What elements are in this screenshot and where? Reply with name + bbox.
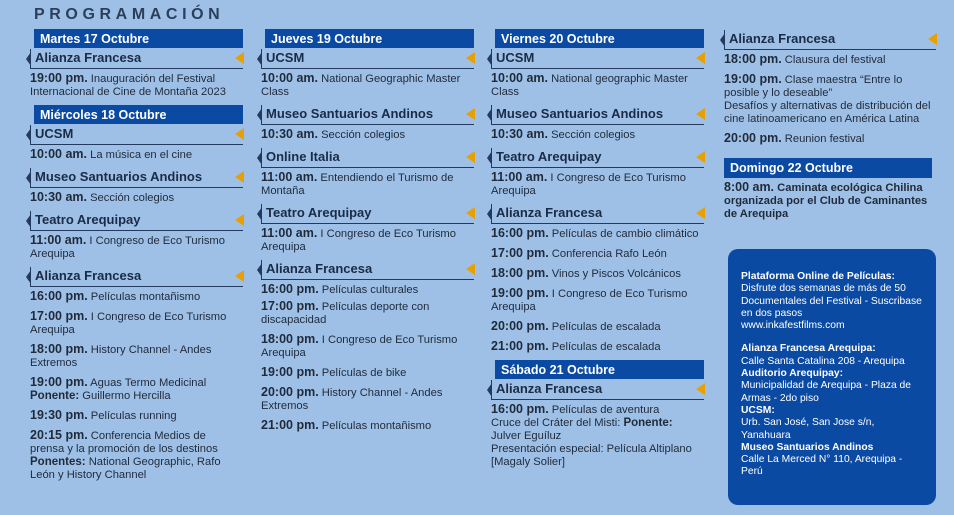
event-time: 16:00 pm.	[30, 289, 88, 303]
event-time: 19:00 pm.	[30, 375, 88, 389]
event-description: Desafíos y alternativas de distribución del cine latinoamericano en América Latina	[724, 100, 931, 125]
event-text: Aguas Termo Medicinal	[87, 377, 207, 389]
event-time: 11:00 am.	[261, 226, 318, 240]
venue-header: Teatro Arequipay	[491, 148, 704, 168]
info-heading-auditorio: Auditorio Arequipay:	[741, 368, 844, 380]
day-header-domingo: Domingo 22 Octubre	[724, 158, 932, 178]
column-closing	[724, 29, 936, 227]
event-time: 18:00 pm.	[491, 266, 549, 280]
event-text: Caminata ecológica Chilina organizada por el Club de Caminantes de Arequipa	[724, 182, 928, 220]
event-text: Reunion festival	[781, 133, 865, 145]
event-text: Conferencia Medios de prensa y la promoción de los destinos	[30, 430, 218, 455]
event-item	[491, 267, 704, 281]
info-address-museo: Calle La Merced N° 110, Arequipa - Perú	[741, 454, 903, 478]
info-address-alianza: Calle Santa Catalina 208 - Arequipa	[741, 355, 905, 367]
event-time: 20:00 pm.	[261, 385, 319, 399]
event-text: National Geographic Master Class	[261, 73, 461, 98]
event-item	[30, 343, 243, 370]
website-link[interactable]: www.inkafestfilms.com	[741, 320, 845, 332]
event-item	[491, 320, 704, 334]
venue-header: UCSM	[491, 49, 704, 69]
event-item	[30, 148, 243, 162]
event-time: 17:00 pm.	[30, 309, 88, 323]
event-time: 11:00 am.	[491, 170, 548, 184]
event-special: Presentación especial: Película Altiplano [Magaly Solier]	[491, 443, 692, 468]
event-text: I Congreso de Eco Turismo Arequipa	[30, 311, 227, 336]
info-heading-platform: Plataforma Online de Películas:	[741, 271, 895, 282]
venue-header: UCSM	[30, 125, 243, 145]
event-text: Conferencia Rafo León	[548, 248, 667, 260]
event-time: 19:30 pm.	[30, 408, 88, 422]
venue-header: Alianza Francesa	[491, 204, 704, 224]
event-time: 16:00 pm.	[491, 402, 549, 416]
event-time: 10:30 am.	[30, 190, 87, 204]
event-item	[491, 171, 704, 198]
event-item	[261, 283, 474, 297]
event-item	[30, 290, 243, 304]
event-item	[724, 73, 936, 126]
event-text: History Channel - Andes Extremos	[30, 344, 212, 369]
day-header-martes: Martes 17 Octubre	[34, 29, 243, 48]
event-text: I Congreso de Eco Turismo Arequipa	[261, 228, 456, 253]
event-time: 11:00 am.	[261, 170, 318, 184]
event-item	[491, 227, 704, 241]
venue-header: Alianza Francesa	[30, 49, 243, 69]
column-thursday	[261, 29, 474, 439]
event-item	[724, 53, 936, 67]
event-time: 18:00 pm.	[30, 342, 88, 356]
event-time: 19:00 pm.	[724, 72, 782, 86]
info-address-ucsm: Urb. San José, San Jose s/n, Yanahuara	[741, 417, 875, 441]
event-time: 18:00 pm.	[724, 52, 782, 66]
day-header-sabado: Sábado 21 Octubre	[495, 360, 704, 379]
event-text: Sección colegios	[547, 129, 636, 141]
event-item	[261, 333, 474, 360]
info-panel	[728, 249, 936, 505]
event-time: 10:30 am.	[261, 127, 318, 141]
event-time: 10:00 am.	[261, 71, 318, 85]
event-item	[30, 72, 243, 99]
event-item	[261, 366, 474, 380]
event-item	[261, 171, 474, 198]
event-time: 11:00 am.	[30, 233, 87, 247]
event-item	[30, 191, 243, 205]
event-item	[491, 340, 704, 354]
event-item	[724, 132, 936, 146]
event-text: Películas culturales	[318, 284, 419, 296]
info-heading-museo: Museo Santuarios Andinos	[741, 441, 874, 453]
event-text: Inauguración del Festival Internacional de Cine de Montaña 2023	[30, 73, 226, 98]
event-text: I Congreso de Eco Turismo Arequipa	[491, 288, 688, 313]
column-friday-saturday	[491, 29, 704, 475]
event-item	[261, 128, 474, 142]
event-text: Películas de escalada	[548, 341, 661, 353]
event-item	[491, 403, 704, 469]
event-text: Películas de bike	[318, 367, 407, 379]
event-time: 21:00 pm.	[261, 418, 319, 432]
event-item	[30, 376, 243, 403]
event-time: 20:00 pm.	[491, 319, 549, 333]
event-text: Películas montañismo	[87, 291, 201, 303]
column-tuesday-wednesday	[30, 29, 243, 484]
event-time: 16:00 pm.	[261, 282, 319, 296]
venue-header: Museo Santuarios Andinos	[491, 105, 704, 125]
event-text: National geographic Master Class	[491, 73, 688, 98]
ponente-name: Guillermo Hercilla	[79, 390, 171, 402]
event-time: 17:00 pm.	[261, 299, 319, 313]
event-subtitle: Cruce del Cráter del Misti:	[491, 417, 624, 429]
ponente-label: Ponente:	[623, 417, 673, 429]
venue-header: Alianza Francesa	[261, 260, 474, 280]
event-text: Sección colegios	[86, 192, 175, 204]
event-time: 10:00 am.	[30, 147, 87, 161]
event-text: Películas de cambio climático	[548, 228, 699, 240]
info-heading-alianza: Alianza Francesa Arequipa:	[741, 343, 876, 355]
event-text: I Congreso de Eco Turismo Arequipa	[491, 172, 686, 197]
event-item	[30, 234, 243, 261]
venue-header: Museo Santuarios Andinos	[30, 168, 243, 188]
event-item	[491, 72, 704, 99]
event-text: Entendiendo el Turismo de Montaña	[261, 172, 454, 197]
event-text: La música en el cine	[86, 149, 193, 161]
venue-header: Museo Santuarios Andinos	[261, 105, 474, 125]
event-item	[491, 247, 704, 261]
venue-header: Alianza Francesa	[724, 30, 936, 50]
event-text: Sección colegios	[317, 129, 406, 141]
day-header-viernes: Viernes 20 Octubre	[495, 29, 704, 48]
event-item	[724, 181, 936, 221]
page-title: PROGRAMACIÓN	[34, 6, 225, 23]
event-item	[261, 227, 474, 254]
info-address-auditorio: Municipalidad de Arequipa - Plaza de Armas - 2do piso	[741, 380, 912, 404]
event-time: 19:00 pm.	[30, 71, 88, 85]
event-text: Películas de escalada	[548, 321, 661, 333]
event-text: Películas de aventura	[548, 404, 660, 416]
event-item	[30, 429, 243, 482]
event-item	[491, 287, 704, 314]
day-header-jueves: Jueves 19 Octubre	[265, 29, 474, 48]
event-item	[30, 310, 243, 337]
event-text: Películas running	[87, 410, 177, 422]
event-text: I Congreso de Eco Turismo Arequipa	[261, 334, 458, 359]
event-item	[491, 128, 704, 142]
venue-header: Alianza Francesa	[491, 380, 704, 400]
ponentes-label: Ponentes:	[30, 456, 86, 468]
event-text: Películas montañismo	[318, 420, 432, 432]
event-text: Clase maestra “Entre lo posible y lo deseable”	[724, 74, 903, 99]
event-item	[261, 300, 474, 327]
event-time: 10:00 am.	[491, 71, 548, 85]
event-text: Clausura del festival	[781, 54, 886, 66]
venue-header: Alianza Francesa	[30, 267, 243, 287]
event-time: 19:00 pm.	[261, 365, 319, 379]
ponentes-names: National Geographic, Rafo León y History Channel	[30, 456, 221, 481]
event-time: 18:00 pm.	[261, 332, 319, 346]
event-time: 10:30 am.	[491, 127, 548, 141]
event-item	[30, 409, 243, 423]
event-text: I Congreso de Eco Turismo Arequipa	[30, 235, 225, 260]
info-heading-ucsm: UCSM:	[741, 404, 775, 416]
event-time: 21:00 pm.	[491, 339, 549, 353]
event-time: 8:00 am.	[724, 180, 775, 194]
event-item	[261, 419, 474, 433]
event-text: History Channel - Andes Extremos	[261, 387, 443, 412]
event-time: 20:00 pm.	[724, 131, 782, 145]
event-time: 16:00 pm.	[491, 226, 549, 240]
day-header-miercoles: Miércoles 18 Octubre	[34, 105, 243, 124]
event-text: Películas deporte con discapacidad	[261, 301, 430, 326]
event-item	[261, 386, 474, 413]
ponente-label: Ponente:	[30, 390, 80, 402]
event-time: 19:00 pm.	[491, 286, 549, 300]
venue-header: Teatro Arequipay	[30, 211, 243, 231]
event-time: 17:00 pm.	[491, 246, 549, 260]
venue-header: UCSM	[261, 49, 474, 69]
info-text-platform: Disfrute dos semanas de más de 50 Documentales del Festival - Suscribase en dos pasos	[741, 283, 922, 319]
event-item	[261, 72, 474, 99]
ponente-name: Julver Eguíluz	[491, 430, 562, 442]
venue-header: Teatro Arequipay	[261, 204, 474, 224]
event-text: Vinos y Piscos Volcánicos	[548, 268, 681, 280]
venue-header: Online Italia	[261, 148, 474, 168]
event-time: 20:15 pm.	[30, 428, 88, 442]
